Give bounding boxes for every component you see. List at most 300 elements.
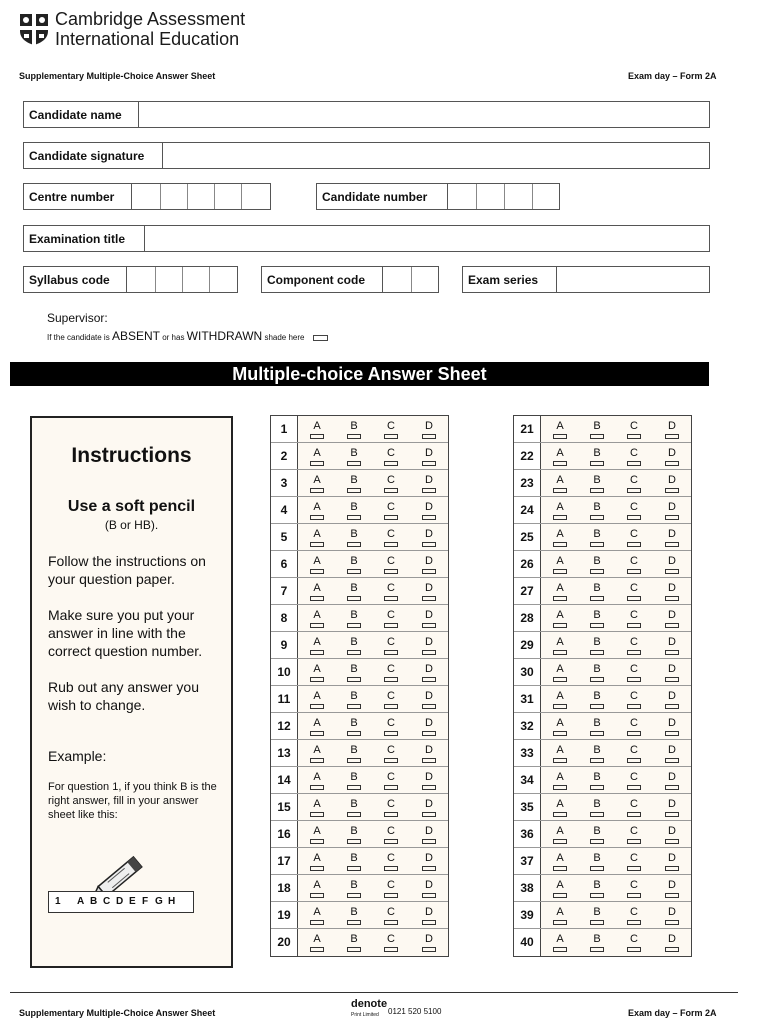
candidate-number-digit[interactable] [504,184,533,209]
answer-option-d[interactable] [421,636,437,655]
answer-option-a[interactable] [309,609,325,628]
answer-option-a[interactable] [552,555,568,574]
answer-bubble[interactable] [384,866,398,871]
examination-title-field[interactable] [23,225,710,252]
answer-bubble[interactable] [310,596,324,601]
answer-bubble[interactable] [310,839,324,844]
answer-option-d[interactable] [664,771,680,790]
answer-option-c[interactable] [383,852,399,871]
answer-option-d[interactable] [421,852,437,871]
answer-option-c[interactable] [626,420,642,439]
answer-bubble[interactable] [627,650,641,655]
syllabus-code-digit[interactable] [155,267,183,292]
answer-option-b[interactable] [589,609,605,628]
answer-option-c[interactable] [383,528,399,547]
answer-option-a[interactable] [552,528,568,547]
answer-option-a[interactable] [309,528,325,547]
answer-bubble[interactable] [384,704,398,709]
answer-option-b[interactable] [346,771,362,790]
centre-number-digit[interactable] [132,184,161,209]
answer-option-a[interactable] [552,825,568,844]
answer-bubble[interactable] [347,866,361,871]
answer-option-b[interactable] [589,798,605,817]
answer-option-d[interactable] [664,744,680,763]
answer-bubble[interactable] [665,947,679,952]
answer-bubble[interactable] [590,947,604,952]
answer-bubble[interactable] [627,920,641,925]
answer-option-b[interactable] [589,420,605,439]
answer-bubble[interactable] [384,839,398,844]
answer-bubble[interactable] [627,812,641,817]
answer-bubble[interactable] [347,623,361,628]
answer-bubble[interactable] [310,623,324,628]
answer-bubble[interactable] [384,434,398,439]
answer-option-b[interactable] [346,609,362,628]
answer-option-c[interactable] [383,420,399,439]
answer-option-a[interactable] [309,744,325,763]
answer-bubble[interactable] [422,596,436,601]
answer-option-a[interactable] [552,933,568,952]
answer-bubble[interactable] [347,542,361,547]
answer-option-c[interactable] [626,906,642,925]
answer-bubble[interactable] [310,731,324,736]
answer-bubble[interactable] [347,596,361,601]
answer-bubble[interactable] [422,677,436,682]
answer-option-d[interactable] [421,447,437,466]
component-code-digit[interactable] [383,267,412,292]
answer-option-a[interactable] [309,582,325,601]
answer-option-a[interactable] [309,906,325,925]
answer-bubble[interactable] [590,704,604,709]
answer-bubble[interactable] [347,893,361,898]
answer-bubble[interactable] [590,758,604,763]
answer-bubble[interactable] [590,677,604,682]
answer-bubble[interactable] [627,947,641,952]
answer-bubble[interactable] [665,704,679,709]
answer-bubble[interactable] [422,488,436,493]
answer-option-c[interactable] [626,474,642,493]
answer-bubble[interactable] [627,731,641,736]
answer-bubble[interactable] [627,623,641,628]
answer-option-b[interactable] [589,447,605,466]
answer-bubble[interactable] [665,677,679,682]
answer-option-b[interactable] [346,879,362,898]
answer-option-d[interactable] [421,501,437,520]
answer-option-c[interactable] [626,798,642,817]
answer-option-c[interactable] [626,663,642,682]
answer-option-c[interactable] [383,825,399,844]
centre-number-digit[interactable] [187,184,215,209]
answer-bubble[interactable] [384,650,398,655]
answer-option-d[interactable] [421,744,437,763]
answer-bubble[interactable] [665,569,679,574]
answer-option-b[interactable] [346,420,362,439]
answer-option-d[interactable] [664,582,680,601]
answer-bubble[interactable] [310,461,324,466]
answer-bubble[interactable] [553,758,567,763]
answer-option-c[interactable] [626,555,642,574]
answer-bubble[interactable] [627,461,641,466]
answer-bubble[interactable] [665,434,679,439]
answer-bubble[interactable] [627,893,641,898]
component-code-field[interactable] [261,266,439,293]
answer-option-b[interactable] [589,879,605,898]
answer-bubble[interactable] [347,731,361,736]
answer-option-b[interactable] [589,555,605,574]
answer-option-b[interactable] [346,447,362,466]
answer-option-d[interactable] [421,528,437,547]
answer-option-b[interactable] [589,744,605,763]
answer-bubble[interactable] [590,866,604,871]
answer-bubble[interactable] [590,515,604,520]
answer-bubble[interactable] [384,596,398,601]
answer-option-a[interactable] [552,852,568,871]
answer-bubble[interactable] [347,569,361,574]
answer-option-d[interactable] [664,528,680,547]
centre-number-field[interactable] [23,183,271,210]
answer-bubble[interactable] [590,488,604,493]
answer-bubble[interactable] [553,866,567,871]
answer-bubble[interactable] [310,785,324,790]
answer-option-c[interactable] [626,879,642,898]
answer-option-a[interactable] [309,771,325,790]
answer-option-d[interactable] [664,825,680,844]
answer-option-b[interactable] [346,528,362,547]
answer-option-b[interactable] [589,501,605,520]
answer-bubble[interactable] [422,623,436,628]
answer-bubble[interactable] [627,785,641,790]
answer-bubble[interactable] [310,893,324,898]
answer-option-b[interactable] [346,636,362,655]
answer-bubble[interactable] [553,515,567,520]
answer-option-c[interactable] [626,852,642,871]
answer-bubble[interactable] [384,758,398,763]
answer-option-b[interactable] [589,636,605,655]
answer-option-d[interactable] [664,474,680,493]
exam-series-field[interactable] [462,266,710,293]
syllabus-code-digit[interactable] [127,267,156,292]
answer-option-a[interactable] [552,906,568,925]
answer-option-a[interactable] [309,663,325,682]
answer-option-b[interactable] [589,663,605,682]
answer-option-d[interactable] [421,906,437,925]
answer-bubble[interactable] [422,785,436,790]
absent-shade-box[interactable] [313,335,328,341]
answer-option-b[interactable] [589,771,605,790]
answer-option-c[interactable] [383,636,399,655]
answer-option-d[interactable] [421,690,437,709]
answer-bubble[interactable] [665,623,679,628]
answer-bubble[interactable] [627,839,641,844]
answer-option-a[interactable] [309,879,325,898]
answer-option-b[interactable] [589,906,605,925]
answer-bubble[interactable] [590,434,604,439]
answer-bubble[interactable] [665,461,679,466]
answer-option-d[interactable] [664,879,680,898]
answer-option-a[interactable] [309,825,325,844]
answer-option-c[interactable] [626,582,642,601]
answer-option-c[interactable] [383,690,399,709]
answer-bubble[interactable] [553,650,567,655]
answer-bubble[interactable] [553,569,567,574]
answer-option-d[interactable] [664,447,680,466]
answer-bubble[interactable] [553,434,567,439]
answer-option-b[interactable] [589,474,605,493]
answer-option-a[interactable] [552,447,568,466]
answer-bubble[interactable] [553,461,567,466]
answer-bubble[interactable] [553,785,567,790]
answer-option-a[interactable] [309,933,325,952]
answer-option-b[interactable] [346,474,362,493]
answer-bubble[interactable] [590,920,604,925]
answer-option-a[interactable] [552,879,568,898]
answer-option-c[interactable] [383,609,399,628]
answer-option-b[interactable] [589,528,605,547]
answer-bubble[interactable] [665,866,679,871]
answer-bubble[interactable] [310,488,324,493]
answer-bubble[interactable] [347,785,361,790]
answer-bubble[interactable] [627,677,641,682]
answer-option-d[interactable] [664,609,680,628]
answer-option-a[interactable] [552,474,568,493]
answer-bubble[interactable] [590,569,604,574]
answer-option-d[interactable] [664,636,680,655]
answer-bubble[interactable] [665,542,679,547]
answer-option-b[interactable] [346,555,362,574]
answer-bubble[interactable] [553,731,567,736]
answer-bubble[interactable] [627,704,641,709]
answer-bubble[interactable] [347,839,361,844]
answer-option-c[interactable] [626,717,642,736]
answer-bubble[interactable] [422,515,436,520]
answer-option-c[interactable] [383,663,399,682]
answer-option-a[interactable] [309,798,325,817]
answer-bubble[interactable] [553,920,567,925]
answer-bubble[interactable] [384,812,398,817]
answer-option-a[interactable] [552,771,568,790]
answer-option-b[interactable] [346,690,362,709]
answer-bubble[interactable] [553,812,567,817]
candidate-number-digit[interactable] [476,184,505,209]
answer-option-d[interactable] [664,717,680,736]
answer-bubble[interactable] [665,758,679,763]
answer-bubble[interactable] [590,839,604,844]
answer-bubble[interactable] [310,920,324,925]
answer-bubble[interactable] [384,461,398,466]
answer-option-c[interactable] [383,879,399,898]
answer-bubble[interactable] [553,542,567,547]
answer-option-d[interactable] [664,906,680,925]
answer-bubble[interactable] [384,623,398,628]
answer-option-a[interactable] [309,852,325,871]
answer-bubble[interactable] [553,704,567,709]
answer-option-d[interactable] [664,690,680,709]
answer-option-c[interactable] [383,447,399,466]
answer-option-c[interactable] [626,609,642,628]
answer-bubble[interactable] [553,893,567,898]
answer-bubble[interactable] [665,893,679,898]
answer-option-b[interactable] [346,852,362,871]
answer-option-c[interactable] [383,555,399,574]
answer-option-a[interactable] [552,582,568,601]
answer-option-a[interactable] [309,447,325,466]
answer-option-a[interactable] [552,690,568,709]
answer-bubble[interactable] [553,596,567,601]
answer-bubble[interactable] [422,731,436,736]
answer-option-d[interactable] [421,825,437,844]
answer-bubble[interactable] [627,866,641,871]
answer-option-c[interactable] [626,771,642,790]
answer-bubble[interactable] [422,758,436,763]
answer-bubble[interactable] [310,758,324,763]
answer-bubble[interactable] [590,650,604,655]
answer-bubble[interactable] [590,542,604,547]
answer-bubble[interactable] [384,515,398,520]
answer-bubble[interactable] [347,488,361,493]
answer-bubble[interactable] [384,569,398,574]
answer-bubble[interactable] [553,839,567,844]
answer-option-d[interactable] [421,663,437,682]
answer-option-c[interactable] [626,636,642,655]
answer-option-b[interactable] [346,906,362,925]
answer-option-c[interactable] [383,582,399,601]
answer-bubble[interactable] [590,785,604,790]
answer-option-c[interactable] [626,825,642,844]
answer-option-b[interactable] [346,717,362,736]
answer-option-c[interactable] [383,744,399,763]
answer-bubble[interactable] [590,893,604,898]
answer-option-d[interactable] [664,798,680,817]
answer-option-c[interactable] [626,447,642,466]
answer-option-c[interactable] [383,474,399,493]
answer-bubble[interactable] [347,677,361,682]
answer-option-b[interactable] [346,582,362,601]
answer-option-c[interactable] [626,528,642,547]
answer-bubble[interactable] [310,542,324,547]
answer-bubble[interactable] [553,488,567,493]
answer-bubble[interactable] [590,461,604,466]
answer-option-d[interactable] [664,933,680,952]
syllabus-code-digit[interactable] [182,267,210,292]
answer-option-d[interactable] [421,717,437,736]
answer-bubble[interactable] [347,515,361,520]
answer-bubble[interactable] [553,947,567,952]
answer-bubble[interactable] [310,704,324,709]
answer-bubble[interactable] [665,515,679,520]
answer-bubble[interactable] [590,731,604,736]
answer-bubble[interactable] [347,704,361,709]
answer-option-d[interactable] [421,771,437,790]
candidate-signature-field[interactable] [23,142,710,169]
answer-option-a[interactable] [552,744,568,763]
candidate-number-digit[interactable] [448,184,477,209]
answer-bubble[interactable] [422,866,436,871]
answer-bubble[interactable] [590,596,604,601]
answer-option-c[interactable] [626,501,642,520]
candidate-name-field[interactable] [23,101,710,128]
answer-option-c[interactable] [383,717,399,736]
answer-bubble[interactable] [384,920,398,925]
answer-bubble[interactable] [422,569,436,574]
answer-option-a[interactable] [309,420,325,439]
answer-bubble[interactable] [310,515,324,520]
answer-bubble[interactable] [627,596,641,601]
answer-option-d[interactable] [421,879,437,898]
answer-option-a[interactable] [552,501,568,520]
answer-bubble[interactable] [310,677,324,682]
answer-bubble[interactable] [384,488,398,493]
answer-option-a[interactable] [309,501,325,520]
answer-bubble[interactable] [310,434,324,439]
answer-option-d[interactable] [421,420,437,439]
answer-bubble[interactable] [422,893,436,898]
answer-bubble[interactable] [422,650,436,655]
answer-option-c[interactable] [383,501,399,520]
answer-bubble[interactable] [665,731,679,736]
answer-option-b[interactable] [346,663,362,682]
answer-option-a[interactable] [309,636,325,655]
answer-option-b[interactable] [589,852,605,871]
answer-option-a[interactable] [309,474,325,493]
answer-bubble[interactable] [665,812,679,817]
answer-bubble[interactable] [590,623,604,628]
centre-number-digit[interactable] [214,184,242,209]
answer-option-a[interactable] [552,420,568,439]
answer-option-c[interactable] [626,744,642,763]
answer-option-d[interactable] [421,798,437,817]
answer-bubble[interactable] [384,542,398,547]
answer-option-c[interactable] [383,771,399,790]
answer-option-d[interactable] [421,933,437,952]
answer-bubble[interactable] [384,947,398,952]
candidate-number-field[interactable] [316,183,560,210]
answer-option-a[interactable] [552,717,568,736]
answer-option-c[interactable] [626,933,642,952]
answer-bubble[interactable] [665,488,679,493]
answer-bubble[interactable] [347,920,361,925]
answer-bubble[interactable] [422,920,436,925]
answer-option-a[interactable] [309,690,325,709]
answer-option-b[interactable] [589,825,605,844]
answer-bubble[interactable] [310,947,324,952]
answer-bubble[interactable] [422,461,436,466]
answer-bubble[interactable] [422,812,436,817]
answer-bubble[interactable] [422,704,436,709]
answer-option-a[interactable] [552,609,568,628]
answer-option-b[interactable] [346,744,362,763]
answer-bubble[interactable] [422,434,436,439]
answer-bubble[interactable] [665,785,679,790]
answer-option-c[interactable] [383,933,399,952]
answer-option-a[interactable] [552,663,568,682]
answer-bubble[interactable] [347,650,361,655]
answer-bubble[interactable] [384,677,398,682]
answer-option-d[interactable] [421,582,437,601]
answer-option-c[interactable] [383,798,399,817]
answer-option-d[interactable] [664,555,680,574]
answer-option-a[interactable] [309,555,325,574]
answer-option-b[interactable] [346,798,362,817]
answer-option-b[interactable] [589,690,605,709]
answer-bubble[interactable] [384,731,398,736]
answer-bubble[interactable] [627,758,641,763]
answer-option-a[interactable] [552,798,568,817]
answer-bubble[interactable] [347,947,361,952]
answer-bubble[interactable] [384,785,398,790]
answer-option-b[interactable] [589,582,605,601]
answer-option-d[interactable] [664,420,680,439]
answer-bubble[interactable] [627,569,641,574]
